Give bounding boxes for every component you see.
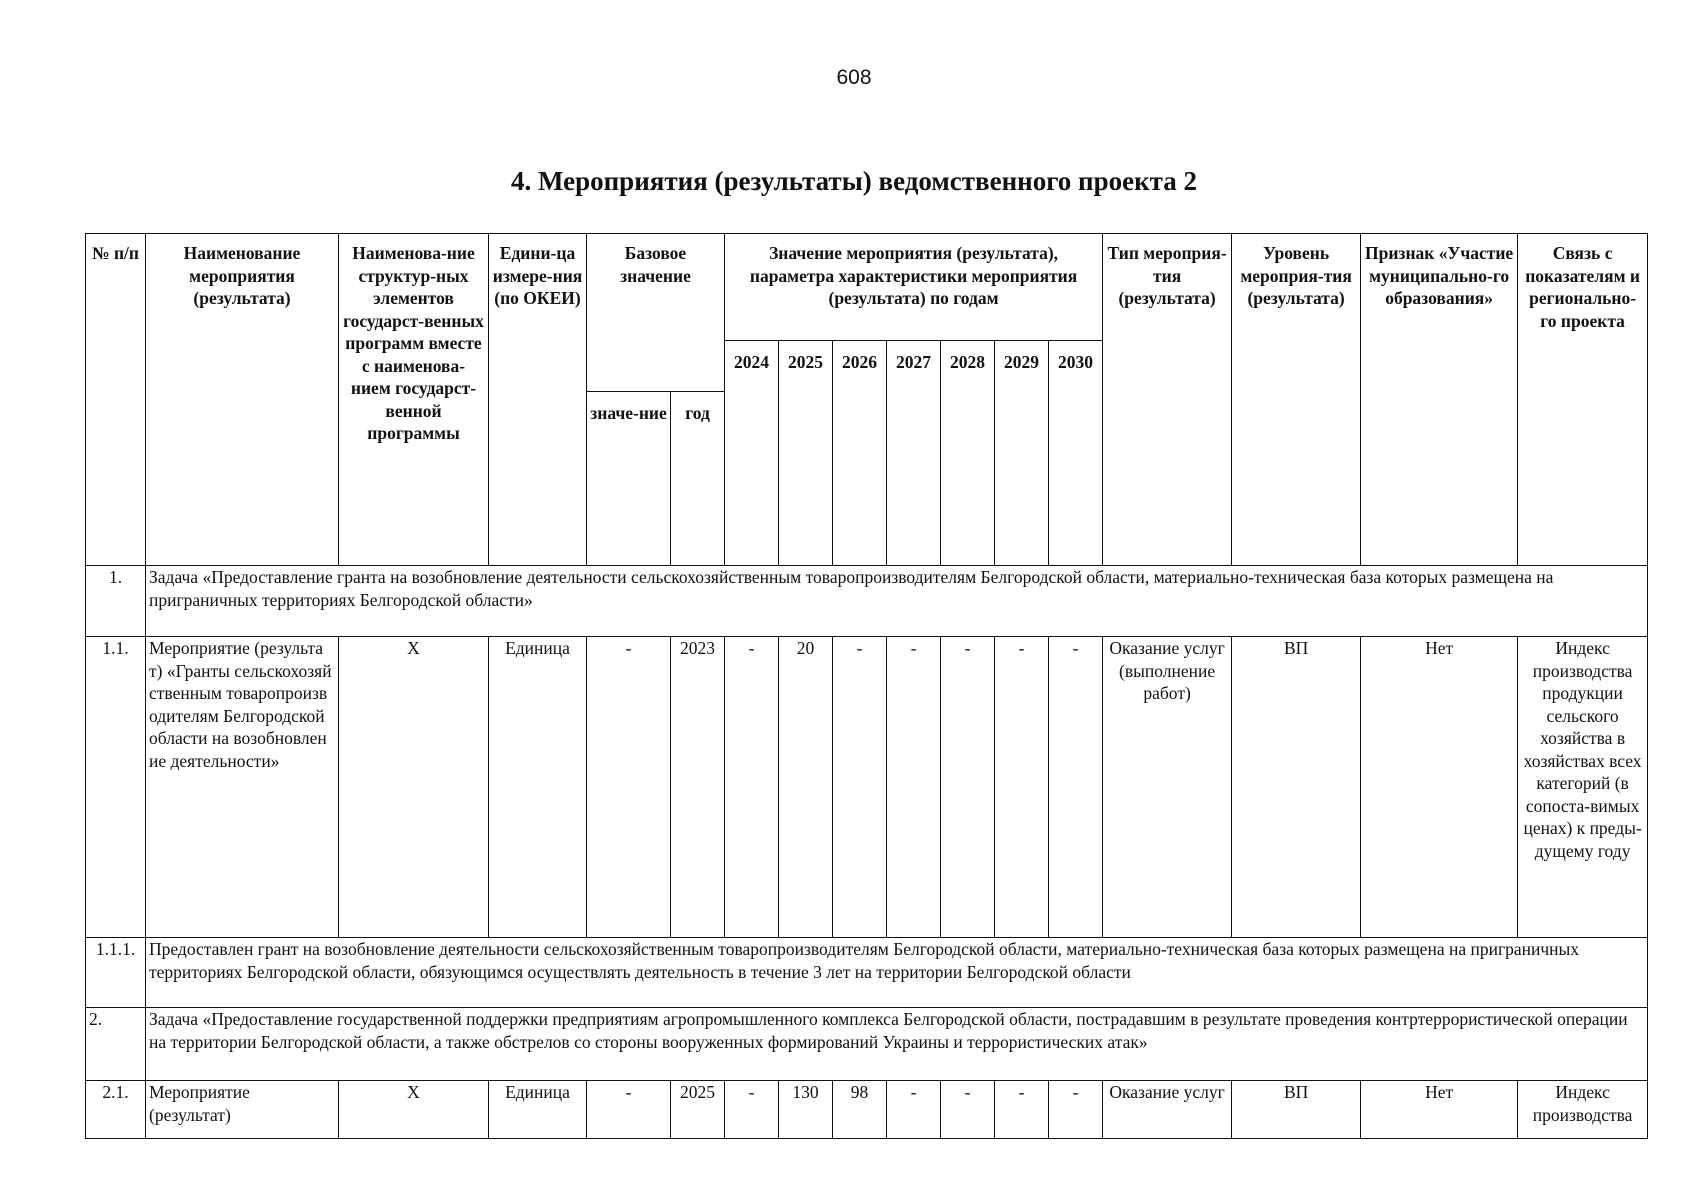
measure-name: Мероприятие (результат) «Гранты сельскохозяйственным товаропроизводителям Белгородской области на возобновление деятельности» xyxy=(146,637,339,938)
task-text: Задача «Предоставление гранта на возобновление деятельности сельскохозяйственным товаропроизводителям Белгородской области, материально-техническая база которых размещена на приграничных территориях Белгородской области» xyxy=(146,566,1648,637)
year-value: - xyxy=(725,637,779,938)
table-row xyxy=(86,566,1648,637)
header-values-by-year: Значение мероприятия (результата), параметра характеристики мероприятия (результата) по годам xyxy=(725,234,1103,341)
row-number: 1. xyxy=(86,566,146,637)
unit-value: Единица xyxy=(489,1081,587,1139)
table-row xyxy=(86,938,1648,1008)
municipal-flag: Нет xyxy=(1361,637,1518,938)
measure-name: Мероприятие (результат) xyxy=(146,1081,339,1139)
year-value: - xyxy=(1049,1081,1103,1139)
header-unit: Едини-ца измере-ния (по ОКЕИ) xyxy=(489,234,587,566)
measures-table xyxy=(85,233,1648,1139)
table-row xyxy=(86,1081,1648,1139)
header-link: Связь с показателям и регионально-го проекта xyxy=(1518,234,1648,566)
indicator-link: Индекс производства продукции сельского хозяйства в хозяйствах всех категорий (в сопоста-вимых ценах) к преды-дущему году xyxy=(1518,637,1648,938)
row-number: 2. xyxy=(86,1008,146,1081)
header-year: 2024 xyxy=(725,341,779,566)
header-level: Уровень мероприя-тия (результата) xyxy=(1232,234,1361,566)
year-value: - xyxy=(1049,637,1103,938)
row-number: 1.1.1. xyxy=(86,938,146,1008)
measure-type: Оказание услуг (выполнение работ) xyxy=(1103,637,1232,938)
year-value: - xyxy=(887,637,941,938)
struct-value: X xyxy=(339,637,489,938)
base-value: - xyxy=(587,637,671,938)
header-year: 2030 xyxy=(1049,341,1103,566)
measure-level: ВП xyxy=(1232,1081,1361,1139)
municipal-flag: Нет xyxy=(1361,1081,1518,1139)
header-base: Базовое значение xyxy=(587,234,725,392)
header-num: № п/п xyxy=(86,234,146,566)
header-year: 2025 xyxy=(779,341,833,566)
base-year: 2025 xyxy=(671,1081,725,1139)
base-value: - xyxy=(587,1081,671,1139)
header-year: 2027 xyxy=(887,341,941,566)
year-value: 98 xyxy=(833,1081,887,1139)
year-value: 20 xyxy=(779,637,833,938)
task-text: Задача «Предоставление государственной поддержки предприятиям агропромышленного комплекса Белгородской области, пострадавшим в результате проведения контртеррористической операции на территории Белгородской области, а также обстрелов со стороны вооруженных формирований Украины и террористических атак» xyxy=(146,1008,1648,1081)
measure-type: Оказание услуг xyxy=(1103,1081,1232,1139)
result-text: Предоставлен грант на возобновление деятельности сельскохозяйственным товаропроизводителям Белгородской области, материально-техническая база которых размещена на приграничных территориях Белгородской области, обязующимся осуществлять деятельность в течение 3 лет на территории Белгородской области xyxy=(146,938,1648,1008)
year-value: - xyxy=(941,1081,995,1139)
header-municipal: Признак «Участие муниципально-го образования» xyxy=(1361,234,1518,566)
base-year: 2023 xyxy=(671,637,725,938)
header-type: Тип мероприя-тия (результата) xyxy=(1103,234,1232,566)
page-number: 608 xyxy=(836,66,872,89)
year-value: - xyxy=(941,637,995,938)
year-value: 130 xyxy=(779,1081,833,1139)
year-value: - xyxy=(995,637,1049,938)
year-value: - xyxy=(725,1081,779,1139)
indicator-link: Индекс производства xyxy=(1518,1081,1648,1139)
table-row xyxy=(86,637,1648,938)
header-base-value: значе-ние xyxy=(587,392,671,566)
unit-value: Единица xyxy=(489,637,587,938)
header-year: 2029 xyxy=(995,341,1049,566)
year-value: - xyxy=(995,1081,1049,1139)
header-base-year: год xyxy=(671,392,725,566)
struct-value: X xyxy=(339,1081,489,1139)
header-year: 2026 xyxy=(833,341,887,566)
row-number: 1.1. xyxy=(86,637,146,938)
year-value: - xyxy=(833,637,887,938)
header-struct: Наименова-ние структур-ных элементов государст-венных программ вместе с наименова-нием государст-венной программы xyxy=(339,234,489,566)
header-year: 2028 xyxy=(941,341,995,566)
document-title: 4. Мероприятия (результаты) ведомственного проекта 2 xyxy=(511,166,1197,196)
row-number: 2.1. xyxy=(86,1081,146,1139)
year-value: - xyxy=(887,1081,941,1139)
measure-level: ВП xyxy=(1232,637,1361,938)
header-name: Наименование мероприятия (результата) xyxy=(146,234,339,566)
table-row xyxy=(86,1008,1648,1081)
